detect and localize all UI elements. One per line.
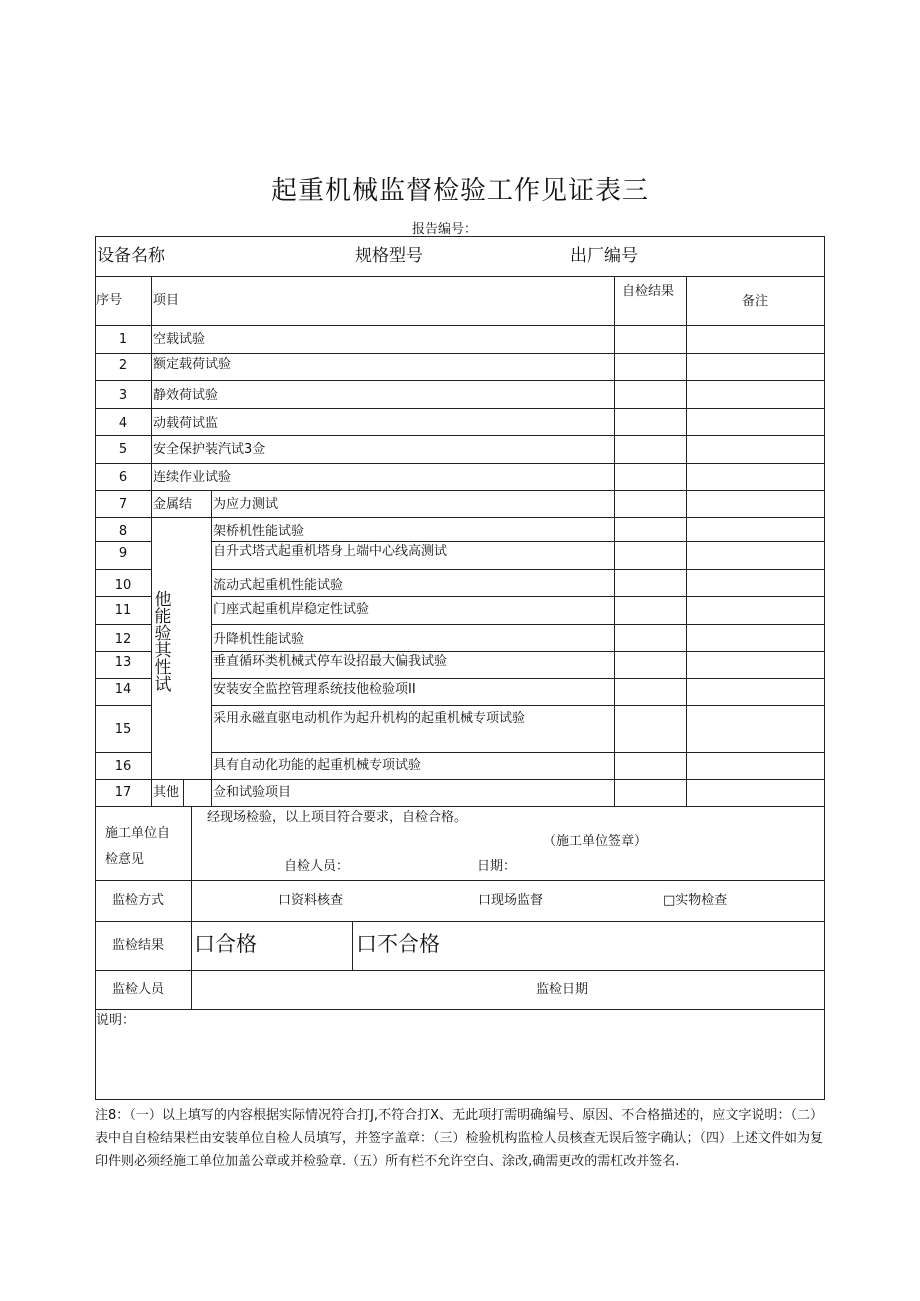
group-char: 试 (154, 675, 172, 695)
row-group-label: 其他 (153, 785, 180, 800)
row-item: 额定载荷试验 (153, 357, 232, 372)
row-item: 连续作业试验 (153, 470, 232, 485)
row-number: 1 (118, 332, 128, 347)
factory-number-label: 出厂编号 (570, 246, 638, 266)
row-number: 17 (114, 785, 132, 800)
row-number: 16 (114, 759, 132, 774)
row-number: 3 (118, 388, 128, 403)
group-char: 能 (154, 607, 172, 627)
row-item: 采用永磁直驱电动机作为起升机构的起重机械专项试验 (213, 711, 526, 726)
self-check-date-label: 日期： (477, 859, 517, 874)
document-review-checkbox[interactable]: 口资料核查 (278, 893, 344, 908)
performance-test-group-label (152, 592, 174, 694)
row-item: 空载试验 (153, 332, 206, 347)
row-item: 升降机性能试验 (213, 632, 305, 647)
result-label: 监检结果 (112, 938, 165, 953)
group-char: 他 (154, 590, 172, 610)
row-item: 动载荷试监 (153, 416, 219, 431)
physical-inspection-checkbox[interactable]: □实物检查 (663, 893, 728, 908)
row-number: 14 (114, 682, 132, 697)
fail-checkbox[interactable]: 口不合格 (356, 932, 440, 956)
row-item: 自升式塔式起重机塔身上端中心线高测试 (213, 544, 448, 559)
onsite-supervision-checkbox[interactable]: 口现场监督 (478, 893, 544, 908)
group-char: 性 (154, 658, 172, 678)
method-label: 监检方式 (112, 893, 165, 908)
row-item: 佥和试验项目 (213, 785, 292, 800)
self-opinion-label-1: 施工单位自 (105, 826, 171, 841)
row-number: 4 (118, 416, 128, 431)
row-number: 12 (114, 632, 132, 647)
group-char: 验 (154, 624, 172, 644)
row-item: 安全保护装汽试3佥 (153, 442, 266, 457)
self-check-column-header: 自检结果 (622, 284, 675, 299)
row-item: 门座式起重机岸稳定性试验 (213, 602, 370, 617)
self-inspector-label: 自检人员： (284, 859, 350, 874)
pass-checkbox[interactable]: 口合格 (194, 932, 257, 956)
inspection-date-label: 监检日期 (536, 982, 589, 997)
row-number: 10 (114, 578, 132, 593)
row-number: 15 (114, 722, 132, 737)
self-opinion-label-2: 检意见 (105, 852, 145, 867)
remark-column-header: 备注 (742, 294, 769, 309)
row-item: 流动式起重机性能试验 (213, 578, 344, 593)
group-char: 其 (154, 641, 172, 661)
remarks-label: 说明： (96, 1013, 136, 1028)
row-number: 6 (118, 470, 128, 485)
row-number: 5 (118, 442, 128, 457)
inspector-label: 监检人员 (112, 982, 165, 997)
item-column-header: 项目 (153, 293, 180, 308)
row-number: 8 (118, 524, 128, 539)
row-item: 架桥机性能试验 (213, 524, 305, 539)
report-number-label: 报告编号： (412, 222, 478, 237)
footnote: 注8：（一）以上填写的内容根据实际情况符合打J,不符合打X、无此项打需明确编号、原因、不合格描述的，应文字说明：（二）表中自自检结果栏由安装单位自检人员填写，并签字盖章：（三）检验机构监检人员核查无误后签字确认；（四）上述文件如为复印件则必须经施工单位加盖公章或并检验章.（五）所有栏不允许空白、涂改,确需更改的需杠改并签名. (95, 1108, 824, 1169)
row-item: 静效荷试验 (153, 388, 219, 403)
page-title: 起重机械监督检验工作见证表三 (270, 176, 649, 206)
construction-seal-label: （施工单位签章） (543, 834, 648, 849)
row-number: 13 (114, 655, 132, 670)
model-label: 规格型号 (355, 246, 423, 266)
row-item: 安装安全监控管理系统技他检验项II (213, 682, 416, 697)
row-number: 11 (114, 603, 132, 618)
row-number: 2 (118, 358, 128, 373)
row-item: 具有自动化功能的起重机械专项试验 (213, 758, 422, 773)
row-group-label: 金属结 (153, 497, 193, 512)
row-number: 7 (118, 497, 128, 512)
row-item: 垂直循环类机械式停车设招最大偏我试验 (213, 654, 448, 669)
seq-column-header: 序号 (96, 293, 123, 308)
row-number: 9 (118, 546, 128, 561)
self-opinion-text: 经现场检验，以上项目符合要求，自检合格。 (207, 810, 468, 825)
equipment-name-label: 设备名称 (97, 246, 165, 266)
row-item: 为应力测试 (213, 497, 279, 512)
